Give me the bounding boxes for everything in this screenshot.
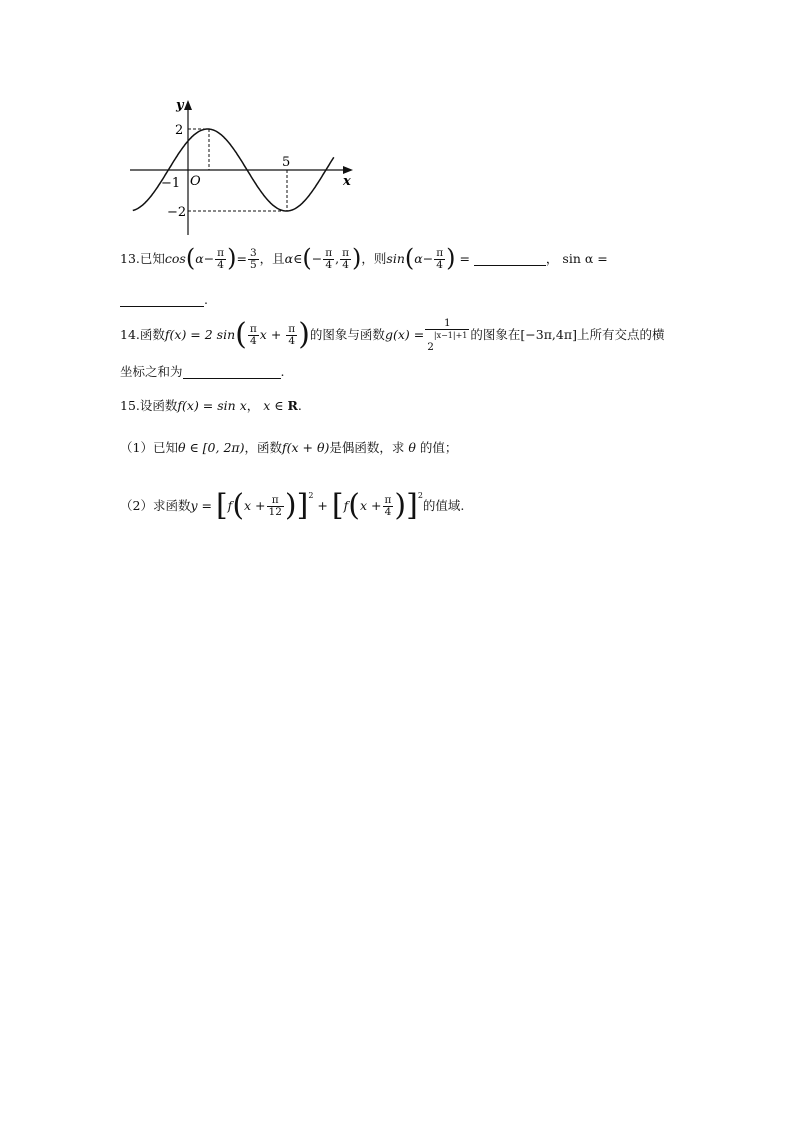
f-shift: f(x + θ) (282, 440, 330, 455)
frac-pi-4 (248, 324, 259, 347)
frac-3-5 (248, 248, 259, 271)
equals: = (459, 251, 470, 266)
answer-blank-3[interactable] (183, 364, 281, 379)
four: 4 (436, 259, 443, 271)
pi: π (342, 247, 350, 259)
four: 4 (325, 259, 333, 271)
sin-alpha: sin α = (562, 251, 608, 266)
y-max-label: 2 (175, 123, 184, 138)
frac-pi-4 (382, 495, 393, 518)
y-min-label: −2 (167, 205, 187, 220)
one: 1 (443, 317, 451, 329)
pi: π (436, 247, 444, 259)
f-of-x: f(x) = sin x (177, 398, 247, 413)
f-of-x: f(x) = 2 sin (164, 327, 236, 342)
question-14-cont (120, 362, 285, 382)
theta-interval: θ ∈ [0, 2π) (177, 440, 245, 455)
four: 4 (342, 259, 349, 271)
four: 4 (384, 506, 392, 518)
four: 4 (217, 259, 224, 271)
three: 3 (249, 247, 257, 259)
two: 2 (427, 341, 434, 353)
x-var: x (259, 327, 267, 342)
q14-text: 坐标之和为 (120, 364, 183, 379)
question-13: 13.已知cos(α− $\frac{\pi}{4}$ )= $\frac{3}{5}$ ，且α∈(− $\frac{\pi}{4}$ , $\frac{\pi}{4}$ )，则sin(α− $\frac{\pi}{4}$ ) = ， sin α = (120, 244, 608, 272)
q14-text: 函数 (139, 327, 165, 342)
period: . (297, 398, 302, 413)
x-in: x ∈ (263, 398, 284, 413)
pi: π (217, 247, 225, 259)
q13-text: ，则 (361, 251, 387, 266)
equals: = (236, 251, 247, 266)
square: 2 (417, 491, 423, 500)
x-neg1-label: −1 (161, 176, 181, 191)
pi: π (271, 494, 279, 506)
q15-part1-text: （1）已知 (120, 440, 178, 455)
answer-blank-1[interactable] (474, 251, 546, 266)
x-axis-label: x (343, 174, 351, 189)
q15-part1-text: 是偶函数，求 (329, 440, 405, 455)
frac-pi-4 (215, 248, 226, 271)
interval: [−3π,4π] (520, 327, 577, 342)
x-axis-arrow-icon (343, 166, 353, 174)
q14-text: 的图象在 (470, 327, 521, 342)
theta: θ (408, 440, 416, 455)
q14-text: 的图象与函数 (309, 327, 385, 342)
comma: ， (246, 398, 260, 413)
twelve: 12 (268, 506, 282, 518)
frac-g (425, 318, 469, 353)
y-axis-label: y (176, 98, 184, 113)
alpha: α (284, 251, 294, 266)
five: 5 (249, 259, 257, 271)
x-plus: x + (359, 498, 382, 513)
f: f (227, 498, 233, 513)
pi: π (325, 247, 333, 259)
q15-part1-text: 的值； (419, 440, 458, 455)
question-15-part-1 (120, 438, 457, 458)
answer-blank-2[interactable] (120, 292, 204, 307)
plus: + (270, 327, 282, 342)
g-of-x: g(x) = (384, 327, 425, 342)
q15-part2-text: 的值域. (422, 498, 465, 513)
q15-part1-text: ，函数 (244, 440, 283, 455)
pi: π (249, 323, 257, 335)
y-equals: y = (190, 498, 212, 513)
frac-pi-12 (267, 495, 284, 518)
sine-graph (125, 95, 365, 240)
q14-text: 上所有交点的横 (576, 327, 665, 342)
x-plus: x + (244, 498, 266, 513)
q13-text: ，且 (259, 251, 285, 266)
q15-text: 设函数 (139, 398, 178, 413)
pi: π (384, 494, 392, 506)
four: 4 (288, 335, 296, 347)
four: 4 (249, 335, 257, 347)
frac-pi-4 (434, 248, 445, 271)
plus: + (317, 498, 328, 513)
g-denominator (425, 329, 469, 353)
minus: − (311, 251, 323, 266)
pi: π (288, 323, 296, 335)
frac-pi-4 (286, 324, 297, 347)
cos-func: cos (164, 251, 186, 266)
minus: − (203, 251, 215, 266)
x-5-label: 5 (282, 155, 291, 170)
q13-text: 已知 (139, 251, 165, 266)
question-15 (120, 396, 302, 416)
period: . (280, 364, 285, 379)
question-15-part-2: （2）求函数y = [f(x + $\frac{\pi}{12}$ )]$^2$ + [f(x + $\frac{\pi}{4}$ )]$^2$的值域. (120, 488, 465, 523)
alpha: α (414, 251, 423, 266)
minus: − (422, 251, 434, 266)
in-symbol: ∈ (293, 251, 303, 266)
sin-func: sin (386, 251, 405, 266)
frac-pi-4 (340, 248, 351, 271)
q13-number: 13. (120, 251, 140, 266)
period: . (204, 292, 208, 307)
square: 2 (308, 491, 314, 500)
f: f (343, 498, 349, 513)
q14-number: 14. (120, 327, 140, 342)
exponent: |x−1|+1 (433, 331, 468, 340)
alpha: α (195, 251, 204, 266)
frac-pi-4 (323, 248, 334, 271)
question-13-cont (120, 290, 208, 310)
question-14: 14.函数f(x) = 2 sin( $\frac{\pi}{4}$ x + $\frac{\pi}{4}$ )的图象与函数g(x) = $\frac{1}{2^{|x-1|+1}}$ 的图象在[−3π,4π]上所有交点的横 (120, 317, 665, 353)
y-axis-arrow-icon (184, 100, 192, 110)
q13-text: ， (545, 251, 559, 266)
origin-label: O (190, 174, 201, 189)
q15-number: 15. (120, 398, 140, 413)
reals: R (287, 398, 298, 413)
q15-part2-text: （2）求函数 (120, 498, 191, 513)
